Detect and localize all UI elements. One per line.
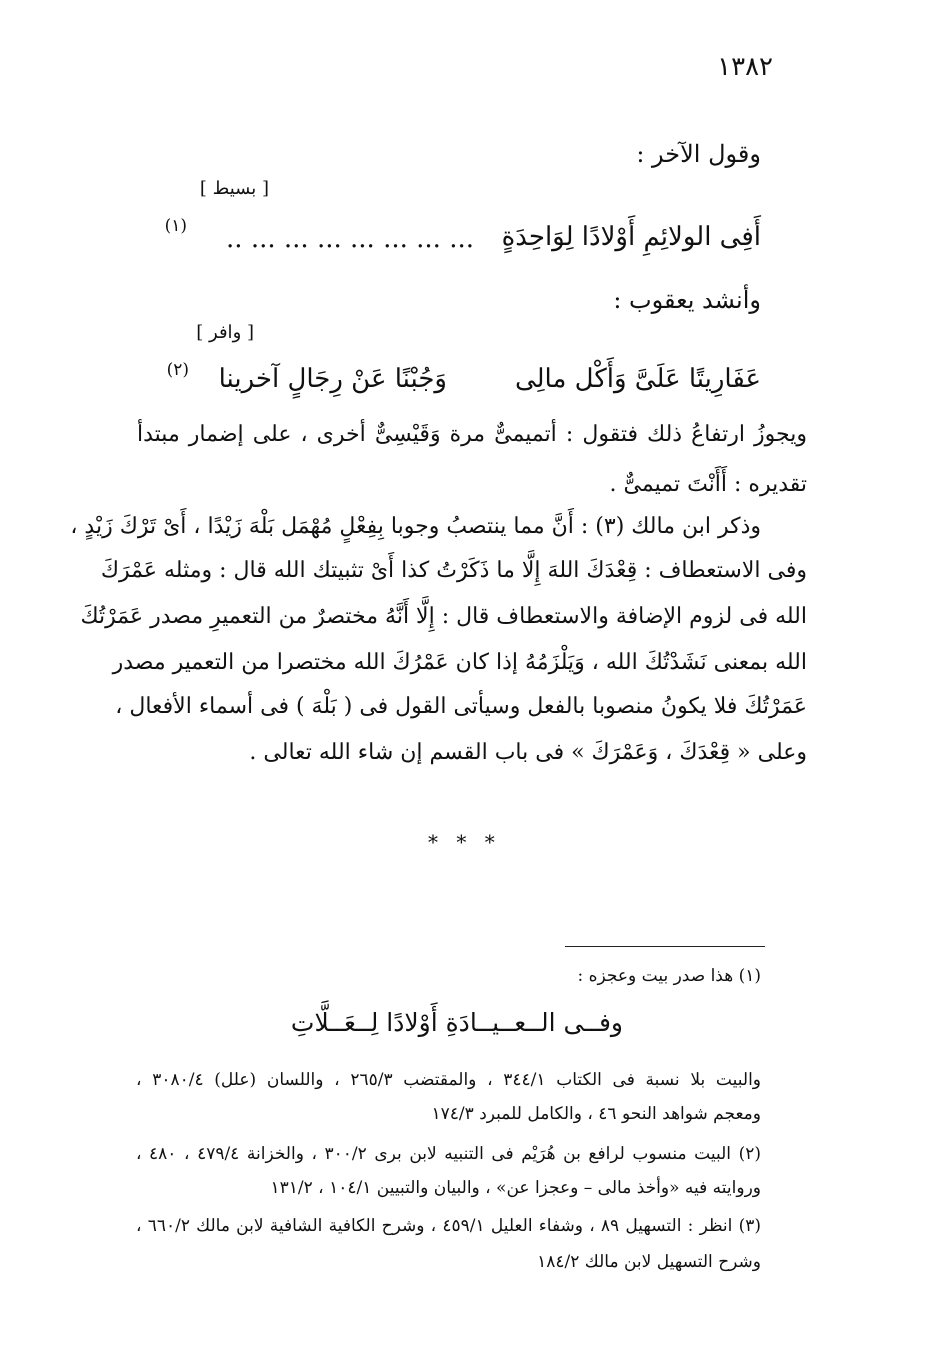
footnote-1-verse: وفــى الــعــيــادَةِ أَوْلادًا لِــعَــلَّاتِ [290, 1008, 623, 1037]
page-number: ١٣٨٢ [717, 52, 773, 82]
footnote-2-line: (٢) البيت منسوب لرافع بن هُرَيْم فى التنبيه لابن برى ٣٠٠/٢ ، والخزانة ٤٧٩/٤ ، ٤٨٠ ، [136, 1144, 761, 1164]
meter-label-1: [ بسيط ] [199, 178, 269, 199]
body-line: وفى الاستعطاف : قِعْدَكَ اللهَ إِلَّا ما ذَكَرْتُ كذا أَىْ تثبيتك الله قال : ومثله عَمْرَكَ [100, 558, 807, 583]
body-line: وعلى « قِعْدَكَ ، وَعَمْرَكَ » فى باب القسم إن شاء الله تعالى . [249, 740, 807, 765]
section-separator: * * * [428, 830, 501, 854]
footnote-1-line: والبيت بلا نسبة فى الكتاب ٣٤٤/١ ، والمقتضب ٢٦٥/٣ ، واللسان (علل) ٣٠٨٠/٤ ، [136, 1070, 761, 1090]
body-line: تقديره : أَأَنْتَ تميمىٌّ . [609, 472, 807, 497]
body-line: وذكر ابن مالك (٣) : أَنَّ مما ينتصبُ وجوبا بِفِعْلٍ مُهْمَل بَلْهَ زَيْدًا ، أَىْ تَرْكَ زَيْدٍ ، [70, 514, 761, 539]
body-line: عَمَرْتُكَ فلا يكونُ منصوبا بالفعل وسيأتى القول فى ( بَلْهَ ) فى أسماء الأفعال ، [115, 694, 807, 719]
poem-intro-2: وأنشد يعقوب : [613, 286, 761, 314]
footnote-3-line: (٣) انظر : التسهيل ٨٩ ، وشفاء العليل ٤٥٩/١ ، وشرح الكافية الشافية لابن مالك ٦٦٠/٢ ، [136, 1216, 761, 1236]
body-line: ويجوزُ ارتفاعُ ذلك فتقول : أتميمىٌّ مرة وَقَيْسِىٌّ أخرى ، على إضمار مبتدأ [137, 422, 807, 447]
footnote-rule [565, 946, 765, 947]
poem-intro-1: وقول الآخر : [636, 140, 761, 168]
body-line: الله فى لزوم الإضافة والاستعطاف قال : إِلَّا أَنَّهُ مختصرٌ من التعميرِ مصدر عَمَرْتُكَ [80, 604, 807, 629]
verse-1-ajuz: .. ... ... ... ... ... ... ... [226, 224, 474, 254]
verse-1-sadr: أَفِى الولائِمِ أَوْلادًا لِوَاحِدَةٍ [501, 222, 761, 252]
footnote-2-line: وروايته فيه «وأخذ مالى – وعجزا عن» ، والبيان والتبيين ١٠٤/١ ، ١٣١/٢ [270, 1178, 761, 1198]
footnote-1-line: ومعجم شواهد النحو ٤٦ ، والكامل للمبرد ١٧٤/٣ [431, 1104, 761, 1124]
verse-2-footnote-ref: (٢) [166, 360, 189, 380]
meter-label-2: [ وافر ] [196, 322, 254, 343]
verse-2-sadr: عَفَارِيتًا عَلَىَّ وَأَكْل مالِى [514, 364, 761, 394]
footnote-3-line: وشرح التسهيل لابن مالك ١٨٤/٢ [537, 1252, 761, 1272]
verse-2-ajuz: وَجُبْنًا عَنْ رِجَالٍ آخرينا [218, 364, 447, 394]
body-line: الله بمعنى نَشَدْتُكَ الله ، وَيَلْزَمُهُ إذا كان عَمْرُكَ الله مختصرا من التعمير مصدر [112, 650, 807, 675]
footnote-1-intro: (١) هذا صدر بيت وعجزه : [577, 966, 761, 986]
verse-1-footnote-ref: (١) [164, 216, 187, 236]
